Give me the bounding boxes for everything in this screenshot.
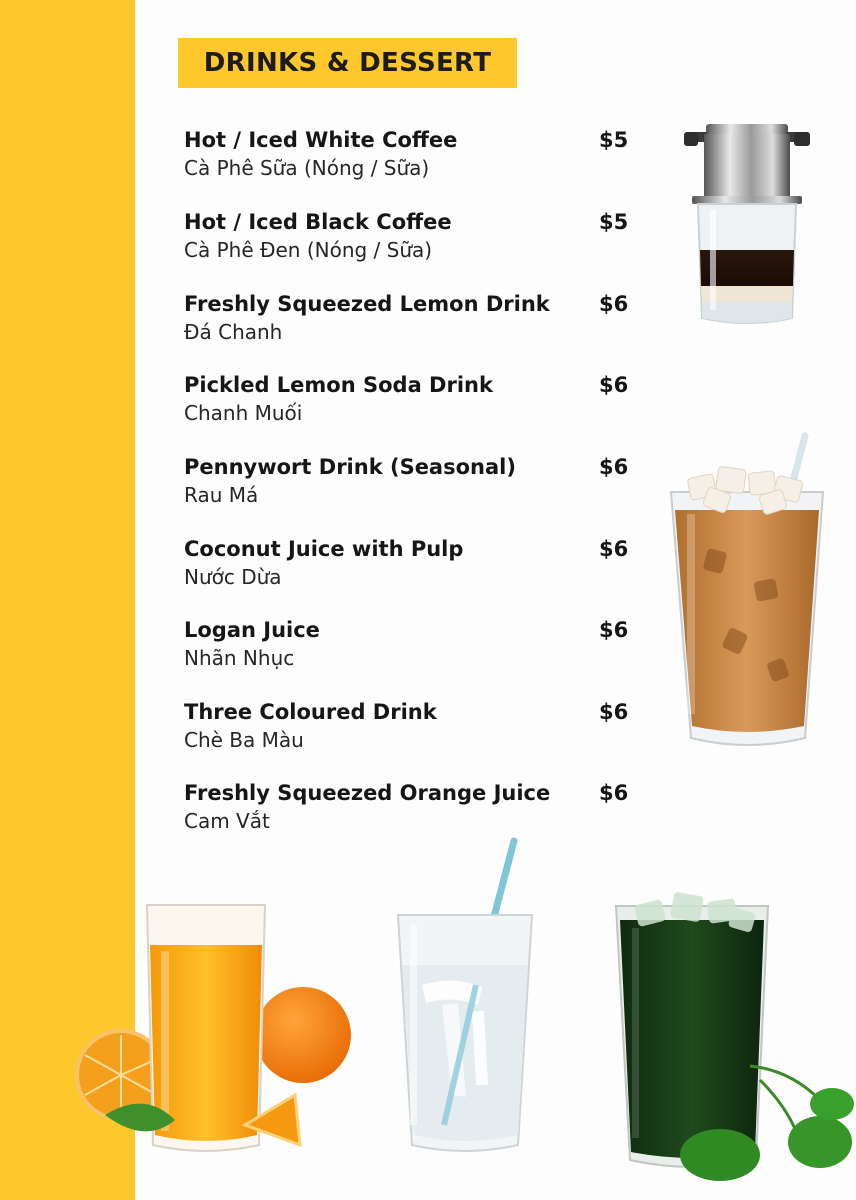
page-title: DRINKS & DESSERT: [203, 48, 492, 78]
page-title-banner: [178, 38, 517, 88]
menu-item: [184, 128, 634, 198]
item-price: $6: [599, 781, 629, 805]
item-name: Hot / Iced Black Coffee: [184, 210, 452, 234]
item-vietnamese-name: Chanh Muối: [184, 401, 303, 425]
vietnamese-coffee-filter-image: [682, 118, 812, 343]
item-name: Pennywort Drink (Seasonal): [184, 455, 516, 479]
item-vietnamese-name: Cà Phê Sữa (Nóng / Sữa): [184, 156, 430, 180]
menu-item: [184, 210, 634, 280]
item-name: Pickled Lemon Soda Drink: [184, 373, 493, 397]
menu-item: [184, 537, 634, 607]
item-vietnamese-name: Rau Má: [184, 483, 259, 507]
item-name: Three Coloured Drink: [184, 700, 437, 724]
item-price: $5: [599, 210, 629, 234]
coconut-juice-image: [392, 835, 537, 1160]
item-vietnamese-name: Cam Vắt: [184, 809, 270, 833]
menu-item: [184, 700, 634, 770]
menu-item: [184, 292, 634, 362]
menu-item: [184, 618, 634, 688]
item-name: Freshly Squeezed Lemon Drink: [184, 292, 550, 316]
item-vietnamese-name: Cà Phê Đen (Nóng / Sữa): [184, 238, 433, 262]
menu-item: [184, 373, 634, 443]
item-name: Hot / Iced White Coffee: [184, 128, 458, 152]
item-price: $6: [599, 455, 629, 479]
item-price: $6: [599, 537, 629, 561]
item-price: $6: [599, 618, 629, 642]
item-name: Coconut Juice with Pulp: [184, 537, 464, 561]
iced-milk-coffee-image: [665, 430, 830, 750]
pennywort-drink-image: [610, 880, 856, 1195]
item-price: $6: [599, 373, 629, 397]
item-vietnamese-name: Nhãn Nhục: [184, 646, 295, 670]
item-name: Freshly Squeezed Orange Juice: [184, 781, 551, 805]
orange-juice-image: [75, 895, 360, 1165]
item-name: Logan Juice: [184, 618, 320, 642]
item-vietnamese-name: Nước Dừa: [184, 565, 282, 589]
menu-item: [184, 455, 634, 525]
item-vietnamese-name: Chè Ba Màu: [184, 728, 304, 752]
item-vietnamese-name: Đá Chanh: [184, 320, 283, 344]
item-price: $6: [599, 700, 629, 724]
item-price: $6: [599, 292, 629, 316]
item-price: $5: [599, 128, 629, 152]
